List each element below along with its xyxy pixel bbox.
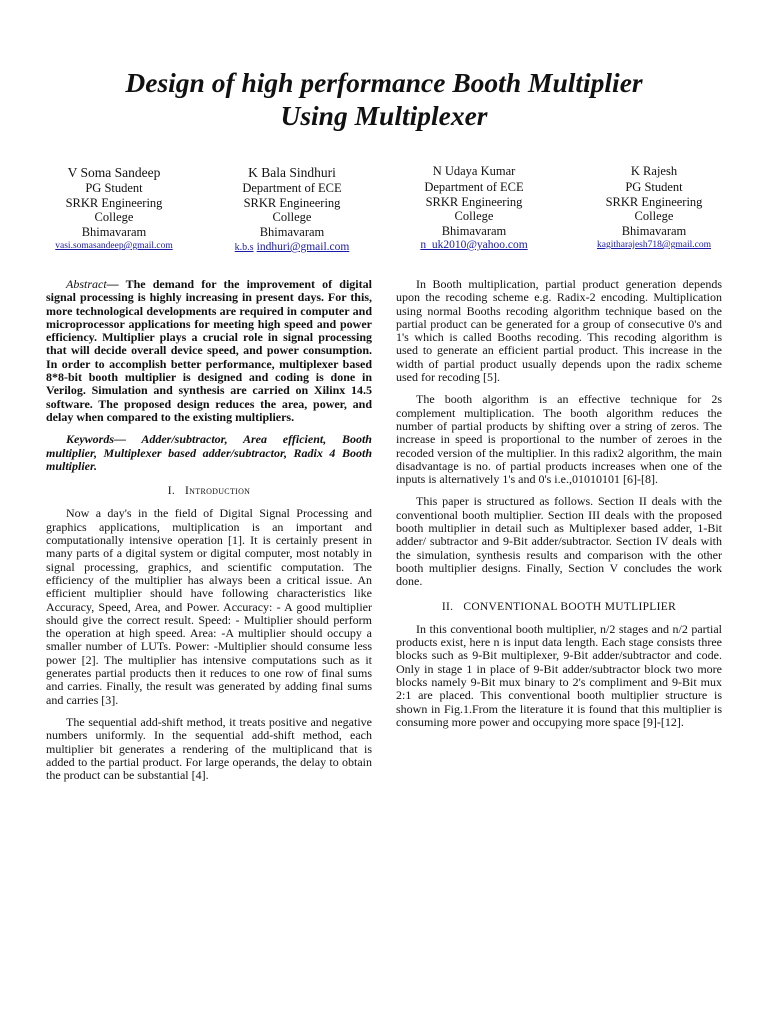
author-name: K Rajesh xyxy=(630,164,678,178)
author-email-prefix-link[interactable]: k.b.s xyxy=(234,242,254,253)
right-column xyxy=(396,278,722,738)
intro-paragraph-2: The sequential add-shift method, it treats positive and negative numbers uniformly. In the sequential add-shift method, each multiplier bit generates a rendering of the multiplicand that is added to the partial product. For large operands, the delay to obtain the product can be substantial [4]. xyxy=(46,714,372,783)
keywords-paragraph xyxy=(46,433,372,473)
author-affiliation: SRKR Engineering xyxy=(243,195,341,210)
author-affiliation-2: College xyxy=(634,209,674,223)
intro-paragraph-1: Now a day's in the field of Digital Signal Processing and graphics applications, multiplication is an important and computationally intensive operation [1]. It is certainly present in many parts of a digital system or digital computer, most notably in signal processing, graphics, and scientific computation. The efficiency of the multiplier has always been a critical issue. An efficient multiplier should have following characteristics like Accuracy, Speed, Area, and Power. Accuracy: - A good multiplier should give the correct result. Speed: - Multiplier should perform the operation at high speed. Area: -A multiplier should occupy a smaller number of LUTs. Power: -Multiplier should consume less power [2]. The multiplier has intensive computations such as it generates partial products then it reduces to one row of final sums and carries. Finally, the result was generated by adding final sums and carries [3]. xyxy=(46,506,372,707)
section2-paragraph: In this conventional booth multiplier, n/2 stages and n/2 partial products exist, here n is input data length. Each stage consists three blocks such as 9-Bit multiplexer, 9-Bit adder/subtractor and code. Only in stage 1 in place of 9-Bit adder/subtractor block two more blocks namely 9-Bit mux binary to 2's compliment and 9-Bit mux 2:1 are placed. This conventional booth multiplier structure is shown in Fig.1.From the literature it is found that this multiplier is consuming more power and occupying more space [9]-[12]. xyxy=(396,621,722,729)
section-number: I. xyxy=(167,485,176,498)
paper-title xyxy=(40,66,728,132)
author-city: Bhimavaram xyxy=(621,223,687,238)
author-affiliation-2: College xyxy=(272,210,312,224)
abstract-text: The demand for the improvement of digital signal processing is highly increasing in present days. For this, more technological developments are required in computer and microprocessor applications for meeting high speed and power efficiency. Multiplier plays a crucial role in signal processing that will decide overall device speed, and power consumption. In order to accomplish better performance, multiplexer based 8*8-bit booth multiplier is designed and coding is done in Verilog. Simulation and synthesis are carried on Xilinx 14.5 software. The proposed design reduces the area, power, and delay when compared to the existing multipliers. xyxy=(46,277,372,424)
author-role: Department of ECE xyxy=(424,180,524,194)
author-role: PG Student xyxy=(85,181,143,195)
body-paragraph-3: This paper is structured as follows. Section II deals with the conventional booth multiplier. Section III deals with the proposed booth multiplier in detail such as Multiplexer based adder, 1-Bit adder/ subtractor and 9-Bit adder/subtractor. Section IV deals with the simulation, synthesis results and comparison with the other booth multiplier designs. Finally, Section V concludes the work done. xyxy=(396,494,722,589)
keywords-text: Adder/subtractor, Area efficient, Booth multiplier, Multiplexer based adder/subtractor, Radix 4 Booth multiplier. xyxy=(46,432,372,473)
author-email-line xyxy=(204,239,380,256)
author-email-link[interactable]: n_uk2010@yahoo.com xyxy=(420,239,528,251)
abstract-dash: — xyxy=(106,277,126,291)
author-affiliation: SRKR Engineering xyxy=(65,195,163,210)
body-paragraph-1: In Booth multiplication, partial product generation depends upon the recoding scheme e.g. Radix-2 encoding. Multiplication using normal Booths recoding algorithm technique based on the partial product can be generated for a group of consecutive 0's and 1's which is called Booths recoding. This recoding algorithm is used to generate an efficient partial product. This increase in the width of partial product usually depends upon the radix scheme used for recoding [5]. xyxy=(396,277,722,385)
abstract-label: Abstract xyxy=(66,277,107,291)
keywords-label: Keywords— xyxy=(66,432,142,447)
section-title: Introduction xyxy=(185,485,251,498)
abstract-paragraph xyxy=(46,278,372,424)
author-block-1 xyxy=(26,165,202,254)
author-city: Bhimavaram xyxy=(81,224,147,239)
author-affiliation: SRKR Engineering xyxy=(605,194,703,209)
author-email-link[interactable]: kagitharajesh718@gmail.com xyxy=(596,240,711,250)
author-block-3 xyxy=(386,164,562,253)
author-block-2 xyxy=(204,165,380,256)
author-affiliation-2: College xyxy=(454,209,494,223)
author-city: Bhimavaram xyxy=(259,224,325,239)
body-paragraph-2: The booth algorithm is an effective technique for 2s complement multiplication. The booth algorithm reduces the number of partial products by shifting over a string of zeros. The increase in speed is proportional to the number of zeroes in the recoded version of the multiplier. In this radix2 algorithm, the main disadvantage is no. of partial products increases when one of the inputs is alternatively 1's and 0's i.e.,01010101 [6]-[8]. xyxy=(396,392,722,487)
author-name: N Udaya Kumar xyxy=(432,164,516,178)
section-heading-introduction xyxy=(46,485,372,498)
left-column xyxy=(46,278,372,791)
author-affiliation: SRKR Engineering xyxy=(425,194,523,209)
author-affiliation-2: College xyxy=(94,210,134,224)
section-number: II. xyxy=(441,600,454,613)
author-email-link[interactable]: vasi.somasandeep@gmail.com xyxy=(55,241,173,251)
author-name: V Soma Sandeep xyxy=(67,165,161,180)
title-line-1: Design of high performance Booth Multiplier xyxy=(125,67,643,98)
author-city: Bhimavaram xyxy=(441,223,507,238)
author-block-4 xyxy=(566,164,742,253)
section-title: CONVENTIONAL BOOTH MUTLIPLIER xyxy=(463,600,677,613)
title-line-2: Using Multiplexer xyxy=(280,100,488,131)
author-name: K Bala Sindhuri xyxy=(248,165,336,180)
author-email-link[interactable]: indhuri@gmail.com xyxy=(256,241,350,253)
author-role: Department of ECE xyxy=(242,181,342,195)
section-heading-conventional-booth xyxy=(396,601,722,614)
author-role: PG Student xyxy=(625,180,683,194)
